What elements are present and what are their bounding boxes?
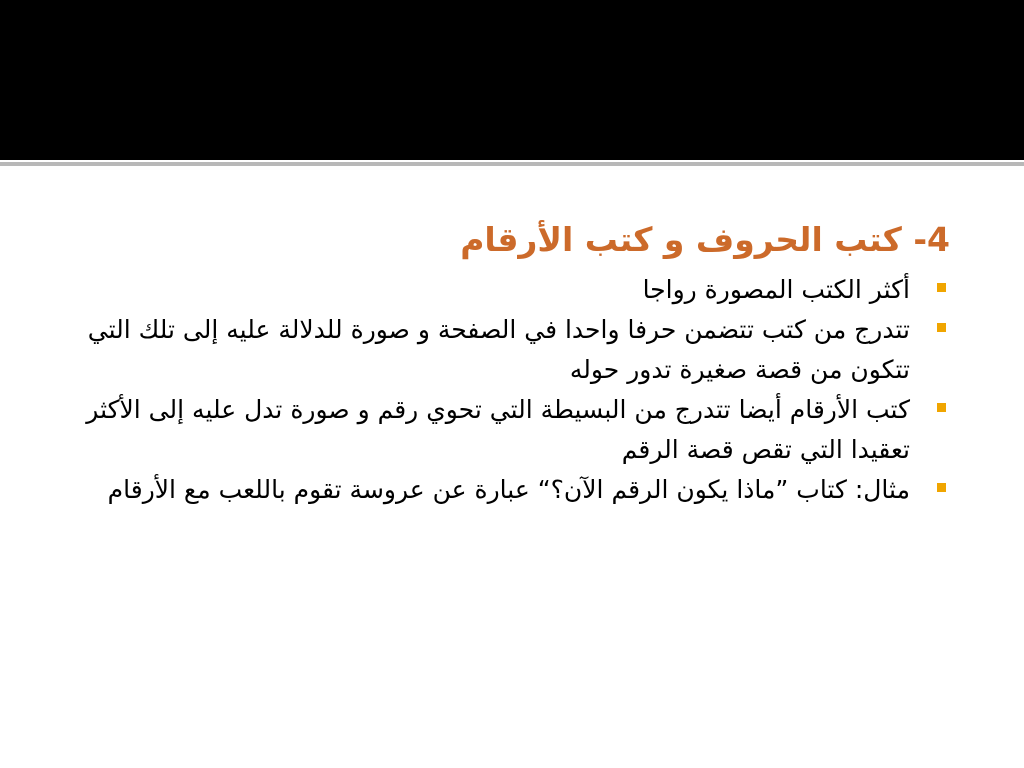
square-bullet-icon <box>937 283 946 292</box>
bullet-item-4 <box>60 470 950 510</box>
bullet-text: أكثر الكتب المصورة رواجا <box>642 275 910 304</box>
square-bullet-icon <box>937 483 946 492</box>
bullet-text: تتدرج من كتب تتضمن حرفا واحدا في الصفحة و صورة للدلالة عليه إلى تلك التي تتكون من قصة صغيرة تدور حوله <box>87 315 910 384</box>
square-bullet-icon <box>937 403 946 412</box>
square-bullet-icon <box>937 323 946 332</box>
bullet-text: مثال: كتاب ”ماذا يكون الرقم الآن؟“ عبارة عن عروسة تقوم باللعب مع الأرقام <box>107 475 910 504</box>
header-band <box>0 0 1024 160</box>
header-divider <box>0 162 1024 166</box>
slide-heading: 4- كتب الحروف و كتب الأرقام <box>460 220 950 259</box>
bullet-item-2 <box>60 310 950 390</box>
bullet-text: كتب الأرقام أيضا تتدرج من البسيطة التي تحوي رقم و صورة تدل عليه إلى الأكثر تعقيدا التي تقص قصة الرقم <box>86 395 910 464</box>
slide-content <box>60 214 950 510</box>
bullet-item-1 <box>60 270 950 310</box>
bullet-list <box>60 270 950 510</box>
bullet-item-3 <box>60 390 950 470</box>
